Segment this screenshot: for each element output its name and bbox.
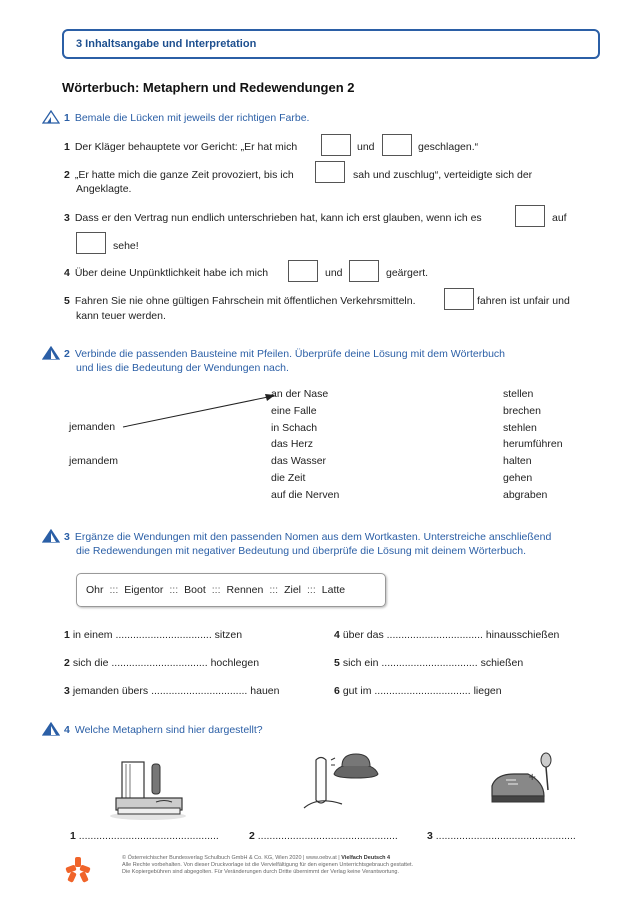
task1-instruction: 1 Bemale die Lücken mit jeweils der richtigen Farbe.	[64, 112, 310, 124]
task1-item: 2 „Er hatte mich die ganze Zeit provoziert, bis ich	[64, 169, 294, 181]
task2-middle-item: das Wasser	[271, 455, 327, 468]
task2-middle-item: das Herz	[271, 438, 314, 451]
wortkasten-word: Latte	[321, 584, 346, 596]
page-title: Wörterbuch: Metaphern und Redewendungen 2	[62, 80, 355, 95]
task2-middle-item: eine Falle	[271, 404, 317, 417]
fill-item: 3 jemanden übers ................................. hauen	[64, 685, 280, 697]
task1-item-text: auf	[552, 212, 567, 224]
task1-item: 3 Dass er den Vertrag nun endlich unterschrieben hat, kann ich erst glauben, wenn ich es	[64, 212, 482, 224]
task1-item: 5 Fahren Sie nie ohne gültigen Fahrschein mit öffentlichen Verkehrsmitteln.	[64, 295, 416, 307]
separator: :::	[269, 584, 279, 596]
task2-right-item: abgraben	[503, 488, 548, 501]
task1-item: 1 Der Kläger behauptete vor Gericht: „Er hat mich	[64, 141, 298, 153]
difficulty-triangle-icon	[42, 110, 60, 124]
task2-middle-item: auf die Nerven	[271, 488, 340, 501]
gap-box[interactable]	[76, 232, 106, 254]
separator: :::	[211, 584, 221, 596]
difficulty-triangle-icon	[42, 346, 60, 360]
fill-item: 6 gut im ................................. liegen	[334, 685, 502, 697]
chapter-header-label: 3 Inhaltsangabe und Interpretation	[76, 38, 257, 50]
book-illustration	[108, 752, 188, 822]
task1-item-text: sehe!	[113, 240, 139, 252]
answer-line[interactable]: 3 ................................................	[427, 830, 576, 842]
fill-blank: .................................	[111, 657, 208, 669]
gap-box[interactable]	[382, 134, 412, 156]
task1-item-text: geärgert.	[386, 267, 429, 279]
task2-right-item: herumführen	[503, 438, 563, 451]
footer-text: © Österreichischer Bundesverlag Schulbuch GmbH & Co. KG, Wien 2020 | www.oebv.at | Vielfach Deutsch 4 Alle Rechte vorbehalten. Von dieser Druckvorlage ist die Vervielfältigung für den eigenen Unterrichtsgebrauch gestattet. Die Kopiergebühren sind abgegolten. Für Veränderungen durch Dritte übernimmt der Verlag keine Verantwortung.	[122, 855, 414, 875]
answer-line[interactable]: 1 ................................................	[70, 830, 219, 842]
separator: :::	[169, 584, 179, 596]
fill-blank: .................................	[381, 657, 478, 669]
fill-item: 5 sich ein ................................. schießen	[334, 657, 524, 669]
fill-blank: .................................	[374, 685, 471, 697]
wortkasten-word: Ohr	[86, 584, 104, 596]
fill-blank: .................................	[386, 629, 483, 641]
task2-left-item: jemandem	[69, 455, 119, 467]
fill-item: 1 in einem ................................. sitzen	[64, 629, 243, 641]
task1-item-text: fahren ist unfair und	[477, 295, 570, 307]
task2-middle-list	[271, 386, 339, 504]
gap-box[interactable]	[288, 260, 318, 282]
chapter-header	[62, 29, 600, 59]
task1-item-text: und	[357, 141, 375, 153]
gap-box[interactable]	[444, 288, 474, 310]
answer-line[interactable]: 2 ................................................	[249, 830, 398, 842]
difficulty-triangle-icon	[42, 722, 60, 736]
connecting-arrow	[120, 392, 280, 432]
task2-middle-item: an der Nase	[271, 388, 329, 400]
task1-item-text: und	[325, 267, 343, 279]
wortkasten-word: Boot	[184, 584, 206, 596]
fill-item: 2 sich die ................................. hochlegen	[64, 657, 260, 669]
task2-left-item: jemanden	[69, 421, 116, 433]
svg-text:+: +	[528, 772, 537, 783]
gap-box[interactable]	[349, 260, 379, 282]
separator: :::	[307, 584, 316, 596]
task1-item: 4 Über deine Unpünktlichkeit habe ich mich	[64, 267, 269, 279]
task1-item-text: geschlagen.“	[418, 141, 479, 153]
task2-right-item: brechen	[503, 404, 541, 417]
fill-blank: .................................	[115, 629, 212, 641]
task1-item-text: sah und zuschlug“, verteidigte sich der	[353, 169, 533, 181]
wortkasten-word: Eigentor	[124, 584, 164, 596]
finger-hat-illustration	[298, 752, 383, 814]
wortkasten	[76, 573, 386, 607]
task2-instruction: 2 Verbinde die passenden Bausteine mit Pfeilen. Überprüfe deine Lösung mit dem Wörterbuch und lies die Bedeutung der Wendungen nach.	[64, 348, 506, 374]
task2-right-item: stellen	[503, 388, 534, 400]
task3-instruction: 3 Ergänze die Wendungen mit den passenden Nomen aus dem Wortkasten. Unterstreiche anschließend die Redewendungen mit negativer Bedeutung und überprüfe die Lösung mit deinem Wörterbuch.	[64, 531, 552, 557]
separator: :::	[109, 584, 119, 596]
gap-box[interactable]	[515, 205, 545, 227]
task2-right-item: stehlen	[503, 421, 537, 434]
publisher-logo	[64, 855, 92, 883]
fill-blank: .................................	[151, 685, 248, 697]
task2-right-list	[503, 386, 563, 504]
task1-item-text: kann teuer werden.	[76, 310, 166, 322]
wortkasten-word: Rennen	[226, 584, 264, 596]
task4-instruction: 4 Welche Metaphern sind hier dargestellt?	[64, 724, 263, 736]
task2-middle-item: in Schach	[271, 421, 318, 434]
task2-right-item: gehen	[503, 471, 533, 484]
task2-right-item: halten	[503, 455, 532, 468]
wortkasten-word: Ziel	[284, 584, 301, 596]
difficulty-triangle-icon	[42, 529, 60, 543]
fill-item: 4 über das ................................. hinausschießen	[334, 629, 560, 641]
gap-box[interactable]	[321, 134, 351, 156]
shoe-spoon-illustration	[488, 752, 563, 812]
task2-middle-item: die Zeit	[271, 471, 306, 484]
task1-item-text: Angeklagte.	[76, 183, 132, 195]
gap-box[interactable]	[315, 161, 345, 183]
